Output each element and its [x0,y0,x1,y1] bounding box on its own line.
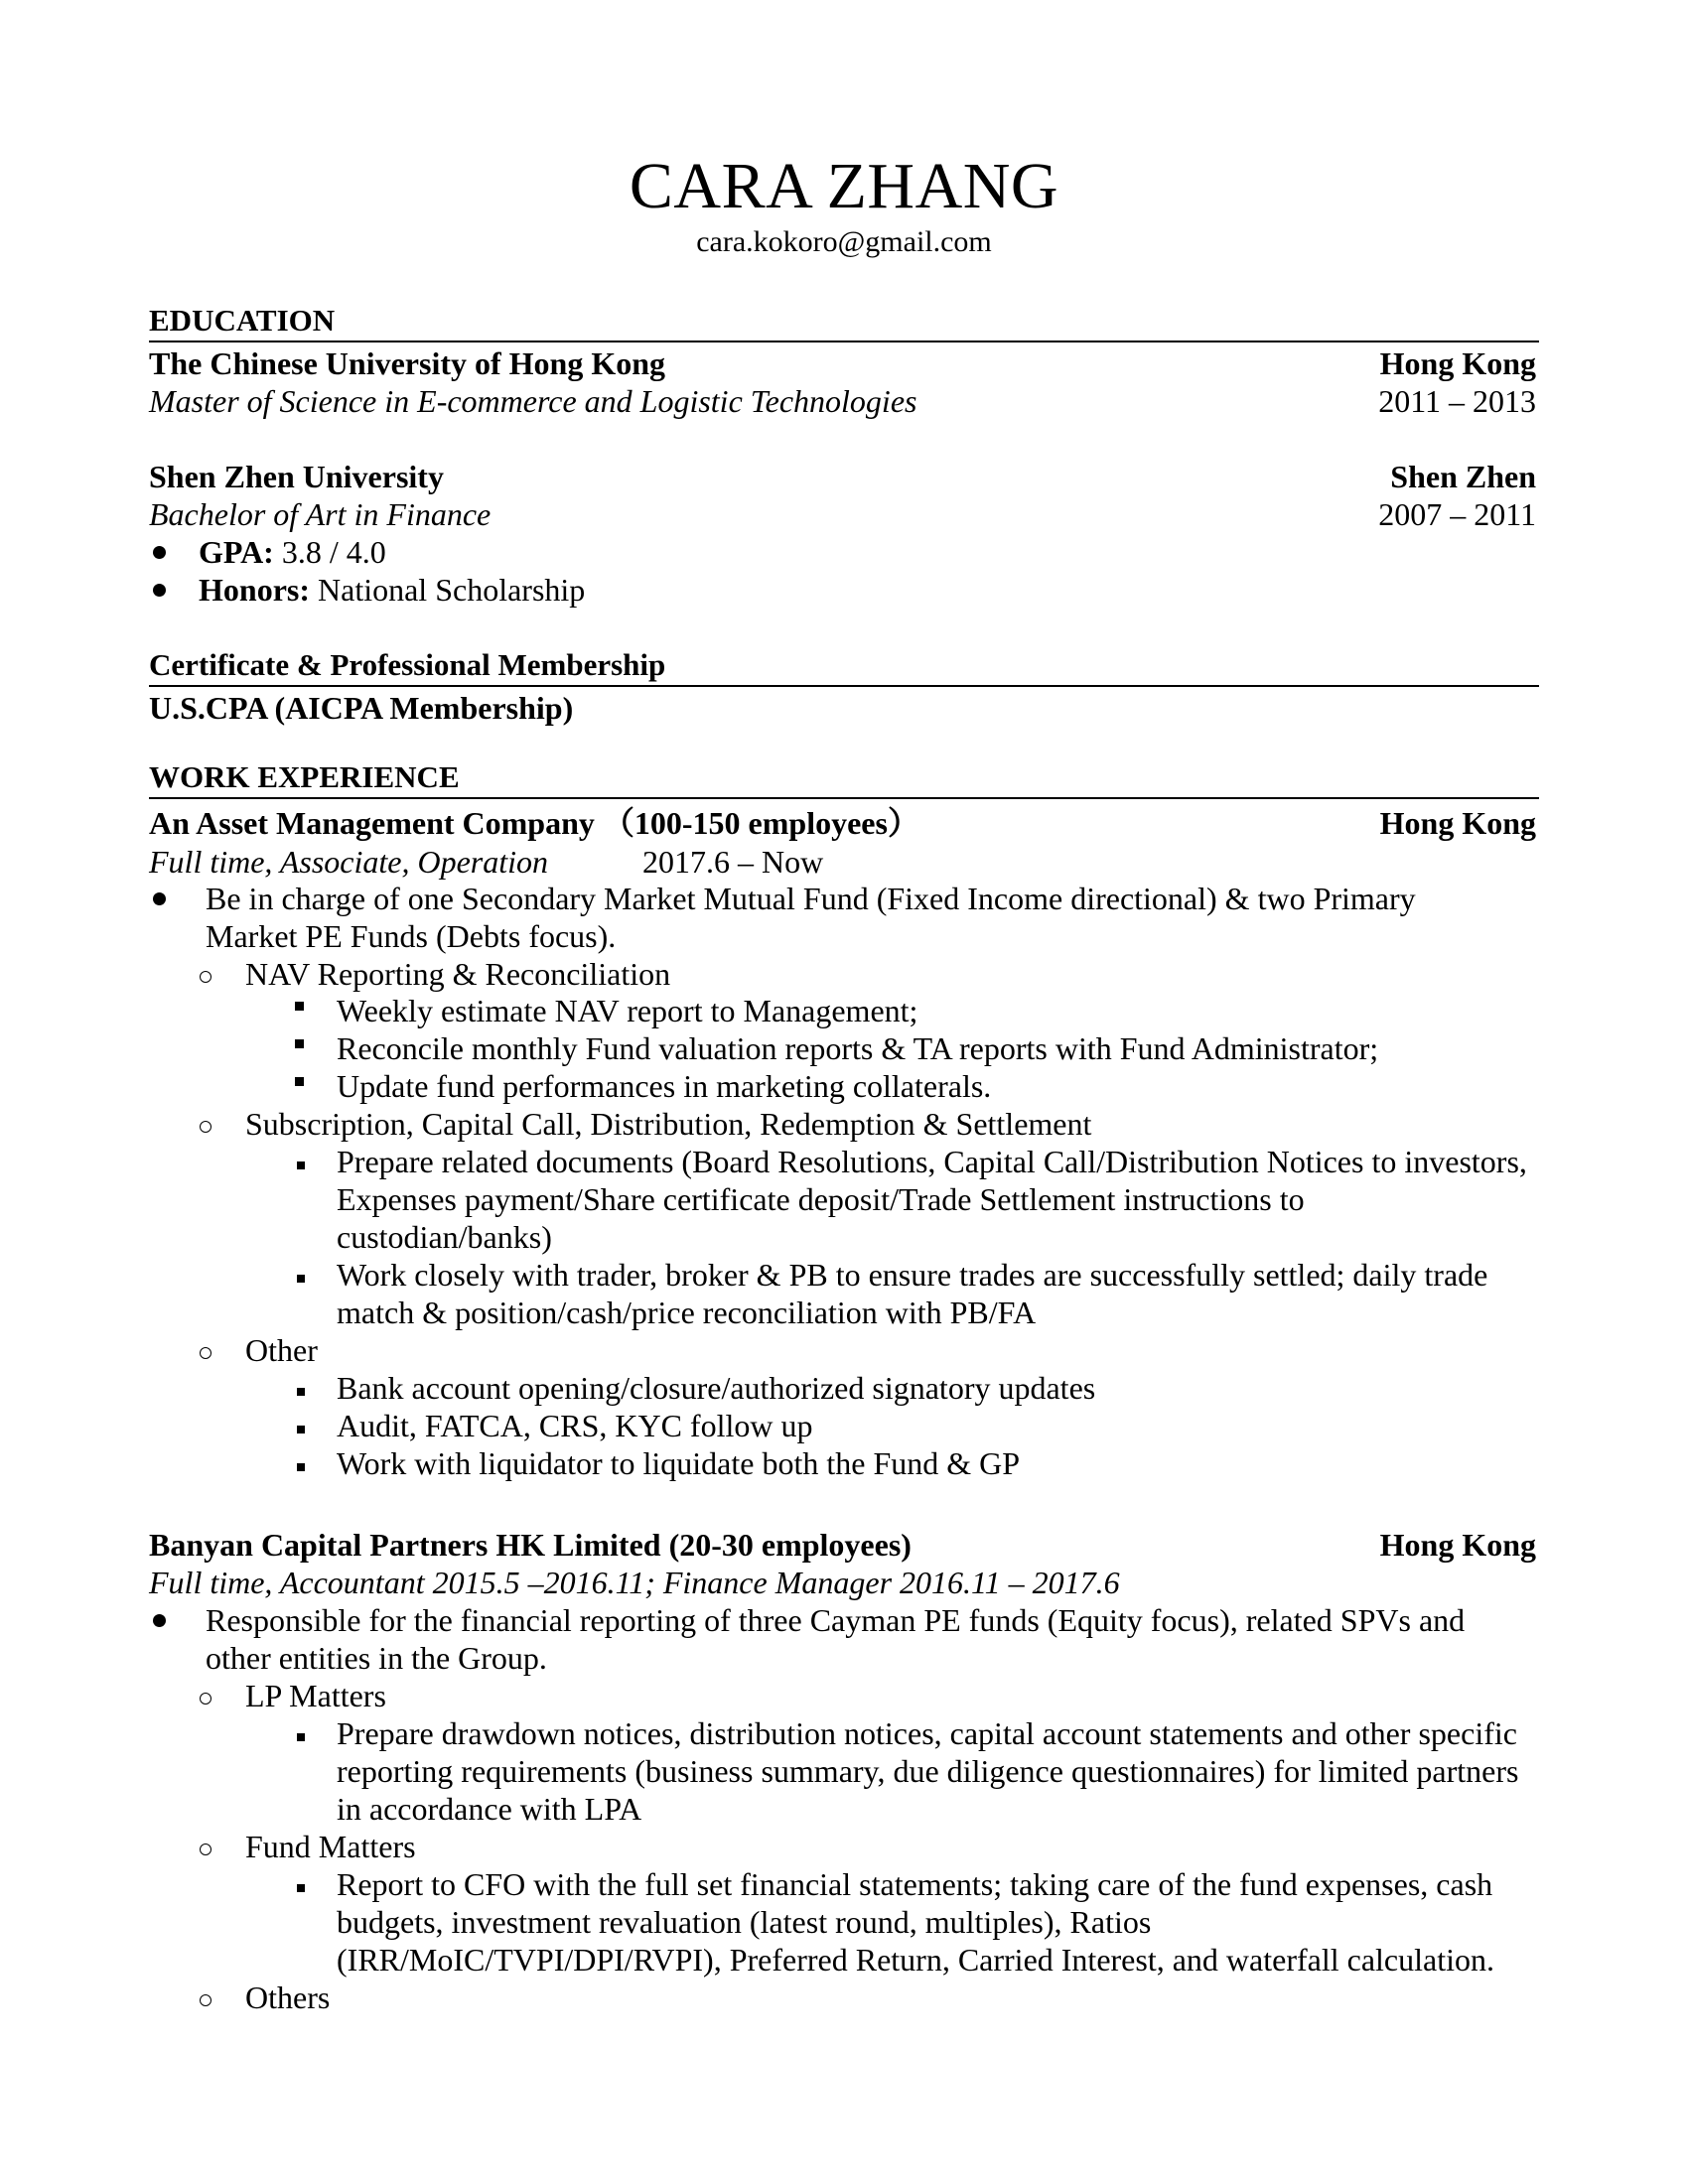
honors-line [199,571,585,609]
detail-line: match & position/cash/price reconciliation with PB/FA [337,1295,1037,1330]
gpa-label: GPA: [199,534,274,570]
job-summary-line: Be in charge of one Secondary Market Mutual Fund (Fixed Income directional) & two Primary [206,881,1416,916]
detail-line: Prepare drawdown notices, distribution notices, capital account statements and other specific [337,1715,1517,1751]
detail-line: Prepare related documents (Board Resolutions, Capital Call/Distribution Notices to investors, [337,1144,1527,1179]
detail-line: Audit, FATCA, CRS, KYC follow up [337,1408,813,1443]
bullet-dot [153,892,166,905]
bullet-square [297,1275,305,1283]
detail-line: Reconcile monthly Fund valuation reports & TA reports with Fund Administrator; [337,1030,1379,1066]
job-company: Banyan Capital Partners HK Limited (20-30 employees) [149,1527,912,1563]
job-role: Full time, Accountant 2015.5 –2016.11; Finance Manager 2016.11 – 2017.6 [149,1565,1120,1600]
job-company: An Asset Management Company （100-150 employees） [149,805,919,841]
detail-line: Weekly estimate NAV report to Management; [337,993,918,1028]
detail-line: Work with liquidator to liquidate both the Fund & GP [337,1445,1021,1481]
detail-line: Update fund performances in marketing collaterals. [337,1068,992,1104]
bullet-square [295,1077,304,1086]
honors-label: Honors: [199,572,310,608]
bullet-square [297,1426,305,1433]
section-title: Others [245,1979,331,2015]
work-heading: WORK EXPERIENCE [149,759,460,794]
gpa-value: 3.8 / 4.0 [273,534,386,570]
resume-page [149,0,1539,2184]
work-rule [149,797,1539,799]
detail-line: custodian/banks) [337,1219,552,1255]
job-location: Hong Kong [1379,1527,1536,1563]
education-school: Shen Zhen University [149,459,444,494]
honors-value: National Scholarship [310,572,586,608]
bullet-dot [153,584,166,597]
bullet-square [297,1463,305,1471]
detail-line: Report to CFO with the full set financial statements; taking care of the fund expenses, cash [337,1866,1493,1902]
education-dates: 2011 – 2013 [1378,383,1536,419]
section-title: Subscription, Capital Call, Distribution, Redemption & Settlement [245,1106,1092,1142]
detail-line: (IRR/MoIC/TVPI/DPI/RVPI), Preferred Return, Carried Interest, and waterfall calculation. [337,1942,1494,1978]
candidate-name: CARA ZHANG [629,150,1059,222]
bullet-square [297,1161,305,1169]
detail-line: Work closely with trader, broker & PB to ensure trades are successfully settled; daily trade [337,1257,1488,1293]
bullet-circle [200,1994,211,2006]
section-title: Fund Matters [245,1829,416,1864]
section-title: LP Matters [245,1678,386,1713]
section-title: NAV Reporting & Reconciliation [245,956,671,992]
detail-line: reporting requirements (business summary, due diligence questionnaires) for limited partners [337,1753,1519,1789]
job-role: Full time, Associate, Operation [149,844,549,880]
education-degree: Bachelor of Art in Finance [149,496,492,532]
job-summary-line: Market PE Funds (Debts focus). [206,918,617,954]
bullet-square [297,1884,305,1892]
bullet-square [295,1039,304,1048]
certificates-heading: Certificate & Professional Membership [149,647,666,682]
detail-line: in accordance with LPA [337,1791,642,1827]
bullet-dot [153,1614,166,1627]
job-location: Hong Kong [1379,805,1536,841]
education-dates: 2007 – 2011 [1378,496,1536,532]
bullet-square [297,1733,305,1741]
candidate-email[interactable]: cara.kokoro@gmail.com [696,225,992,258]
education-location: Hong Kong [1379,345,1536,381]
certificates-rule [149,685,1539,687]
education-rule [149,341,1539,342]
education-location: Shen Zhen [1390,459,1536,494]
bullet-circle [200,971,211,983]
detail-line: Bank account opening/closure/authorized signatory updates [337,1370,1096,1406]
section-title: Other [245,1332,318,1368]
job-dates: 2017.6 – Now [642,844,824,880]
education-school: The Chinese University of Hong Kong [149,345,666,381]
bullet-square [297,1388,305,1396]
bullet-dot [153,546,166,559]
education-heading: EDUCATION [149,303,336,338]
job-summary-line: Responsible for the financial reporting of three Cayman PE funds (Equity focus), related SPVs and [206,1602,1466,1638]
bullet-circle [200,1121,211,1133]
gpa-line [199,533,386,571]
detail-line: budgets, investment revaluation (latest round, multiples), Ratios [337,1904,1152,1940]
bullet-circle [200,1693,211,1705]
certificate-item: U.S.CPA (AICPA Membership) [149,690,574,726]
education-degree: Master of Science in E-commerce and Logistic Technologies [149,383,917,419]
detail-line: Expenses payment/Share certificate deposit/Trade Settlement instructions to [337,1181,1305,1217]
bullet-square [295,1002,304,1011]
bullet-circle [200,1347,211,1359]
job-summary-line: other entities in the Group. [206,1640,547,1676]
bullet-circle [200,1843,211,1855]
